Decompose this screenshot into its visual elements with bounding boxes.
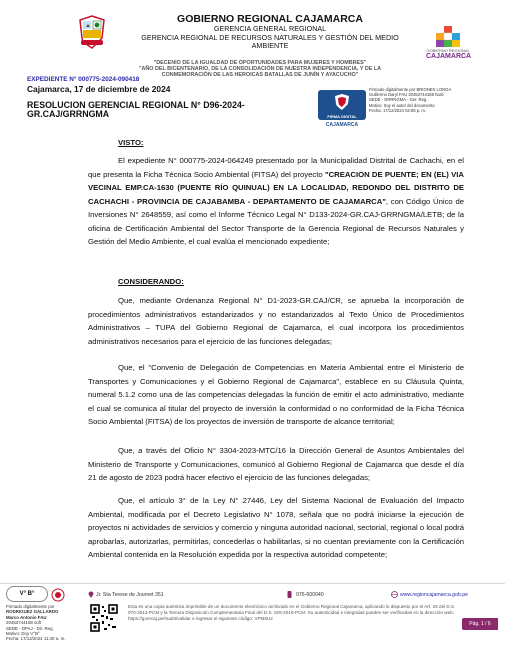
resolution-title — [27, 101, 317, 119]
page-number: Pág. 1 / 6 — [462, 618, 498, 630]
signature-line-3: SEDE - GRRNGMA - Ger. Reg. — [369, 97, 428, 103]
signature-info — [369, 87, 479, 113]
footer-sign-line-4: 20453744168 soft — [6, 620, 42, 626]
logo-small-text: GOBIERNO REGIONAL — [426, 48, 470, 53]
shield-icon — [334, 93, 350, 111]
footer-sign-line-6: Motivo: Doy V°B° — [6, 631, 40, 637]
paragraph-4-text: Que, el artículo 3° de la Ley N° 27446, Ley del Sistema Nacional de Evaluación del Impacto Ambiental, modificada por el Decreto Legislativo N° 1078, señala que no podrá iniciarse la ejecución de proyectos ni actividades de servicios y comercio y ninguna autoridad nacional, sectorial, regional o local podrá aprobarlas, autorizarlas, permitirlas, concederlas o habilitarlas, si no cuentan previamente con la Certificación Ambiental contenida en la Resolución expedida por la respectiva autoridad competente; — [88, 496, 464, 559]
gobierno-regional-logo — [426, 26, 470, 64]
header-line-2: GERENCIA REGIONAL DE RECURSOS NATURALES Y GESTIÓN DEL MEDIO — [141, 32, 399, 42]
colorful-cubes-icon — [436, 26, 460, 48]
document-date: Cajamarca, 17 de diciembre de 2024 — [27, 84, 171, 94]
digital-signature-stamp — [318, 90, 366, 132]
signature-line-2: Guillermo Daryl FAU 20453744168 hard — [369, 92, 444, 98]
header-title: GOBIERNO REGIONAL CAJAMARCA — [177, 13, 363, 25]
considerando-paragraph-4 — [88, 494, 464, 562]
footer-sign-line-2: RODRIGUEZ GALLARDO — [6, 609, 59, 615]
paragraph-2-text: Que, el "Convenio de Delegación de Competencias en Materia Ambiental entre el Ministerio de Transportes y Comunicaciones y el Gobierno Regional de Cajamarca", establece en su Cláusula Quinta, numeral 5.1.2 como una de las competencias delegadas la función de emitir el acto administrativo, mediante el cual se comunica al titular del proyecto de inversión la conformidad o no conformidad de la Ficha Técnica Socio Ambiental (FITSA) de los proyectos de inversión de transporte de alcance territorial; — [88, 363, 464, 426]
footer-phone: 076-600040 — [296, 592, 324, 598]
footer-sign-line-7: Fecha: 17/12/2024 11:40 a. m. — [6, 636, 66, 642]
considerando-paragraph-2 — [88, 361, 464, 429]
phone-icon — [286, 591, 293, 598]
expediente-number: EXPEDIENTE N° 000775-2024-090418 — [27, 76, 140, 83]
peru-shield-logo — [78, 14, 106, 50]
qr-code-icon — [90, 604, 118, 632]
resolution-line-2: GR.CAJ/GRRNGMA — [27, 109, 110, 119]
authenticity-notice: Esta es una copia auténtica imprimible de un documento electrónico archivado en el Gobierno Regional Cajamarca, aplicando lo dispuesto por el Art. 25 del D.S. 070-2013-PCM y la Tercera Disposición Complementaria Final del D.S. 026-2016-PCM. Su autenticidad e integridad pueden ser verificadas en la dirección web: https://gorecaj.pe/mad3/validar e ingresar el siguiente código: VPM8U2 — [128, 604, 456, 621]
stamp-caption: FIRMA DIGITAL — [327, 114, 357, 119]
header-titles — [130, 13, 410, 51]
header-line-1: GERENCIA GENERAL REGIONAL — [213, 24, 327, 33]
footer-signature-info — [6, 604, 84, 642]
small-seal-icon — [51, 588, 65, 602]
footer-divider — [0, 583, 505, 584]
paragraph-1-text: Que, mediante Ordenanza Regional N° D1-2023-GR.CAJ/CR, se aprueba la incorporación de procedimientos administrativos estandarizados y no estandarizados al Texto Único de Procedimientos Administrativos – TUPA del Gobierno Regional de Cajamarca, el cual incorpora los procedimientos administrativos necesarios para el ejercicio de las funciones delegadas; — [88, 296, 464, 346]
signature-line-1: Firmado digitalmente por BRIONES LONGA — [369, 87, 452, 92]
footer-sign-line-5: SEDE - DPAJ - Dir. Reg. — [6, 625, 54, 631]
location-pin-icon — [88, 591, 94, 598]
decenio-line-2: "AÑO DEL BICENTENARIO, DE LA CONSOLIDACIÓN DE NUESTRA INDEPENDENCIA, Y DE LA — [138, 66, 382, 73]
paragraph-3-text: Que, a través del Oficio N° 3304-2023-MTC/16 la Dirección General de Asuntos Ambientales del Ministerio de Transporte y Comunicaciones, comunicó al Gobierno Regional de Cajamarca que desde el día 21 de agosto de 2023 podrá hacer efectivo el ejercicio de las funciones delegadas; — [88, 446, 464, 482]
signature-line-4: Motivo: Soy el autor del documento — [369, 102, 435, 108]
footer-sign-line-3: Marco Antonio FAU — [6, 614, 47, 620]
visto-bueno-badge: V° B° — [6, 586, 48, 602]
visto-paragraph — [88, 154, 464, 249]
logo-name: CAJAMARCA — [426, 53, 472, 60]
globe-icon — [391, 591, 398, 598]
visto-project-name: "CREACION DE PUENTE; EN (EL) VIA VECINAL EMP.CA-1630 (PUENTE RÍO QUINUAL) EN LA LOCALIDAD, REDONDO DEL DISTRITO DE CACHACHI - PROVINCIA DE CAJABAMBA - DEPARTAMENTO DE CAJAMARCA" — [88, 169, 464, 206]
visto-text-b: , con Código Único de Inversiones N° 2648559, así como el Informe Técnico Legal N° D133-2024-GR.CAJ-GRRNGMA/LETB; de la oficina de Certificación Ambiental del Sector Transporte de la Gerencia Regional de Recursos Naturales y Gestión del Medio Ambiente, el cual evalúa el mencionado expediente; — [88, 196, 464, 246]
stamp-name: CAJAMARCA — [325, 122, 359, 128]
decenio-line-3: CONMEMORACIÓN DE LAS HEROICAS BATALLAS DE JUNÍN Y AYACUCHO" — [161, 72, 359, 79]
resolution-line-1: RESOLUCION GERENCIAL REGIONAL N° D96-2024- — [27, 100, 245, 110]
decenio-text — [110, 60, 410, 79]
decenio-line-1: "DECENIO DE LA IGUALDAD DE OPORTUNIDADES PARA MUJERES Y HOMBRES" — [153, 60, 367, 66]
considerando-paragraph-3 — [88, 444, 464, 485]
header-line-3: AMBIENTE — [251, 41, 289, 51]
considerando-heading: CONSIDERANDO: — [118, 277, 184, 286]
considerando-paragraph-1 — [88, 294, 464, 348]
signature-line-5: Fecha: 17/12/2024 04:08 p. m. — [369, 107, 427, 113]
footer-website-link[interactable]: www.regioncajamarca.gob.pe — [400, 592, 469, 598]
visto-text-a: El expediente N° 000775-2024-064249 presentado por la Municipalidad Distrital de Cachachi, en el que presenta la Ficha Técnica Socio Ambiental (FITSA) del proyecto — [88, 156, 464, 179]
footer-address: Jr. Sta Terese de Journet 351 — [96, 592, 164, 598]
visto-heading: VISTO: — [118, 138, 144, 147]
footer-sign-line-1: Firmado digitalmente por — [6, 604, 55, 609]
